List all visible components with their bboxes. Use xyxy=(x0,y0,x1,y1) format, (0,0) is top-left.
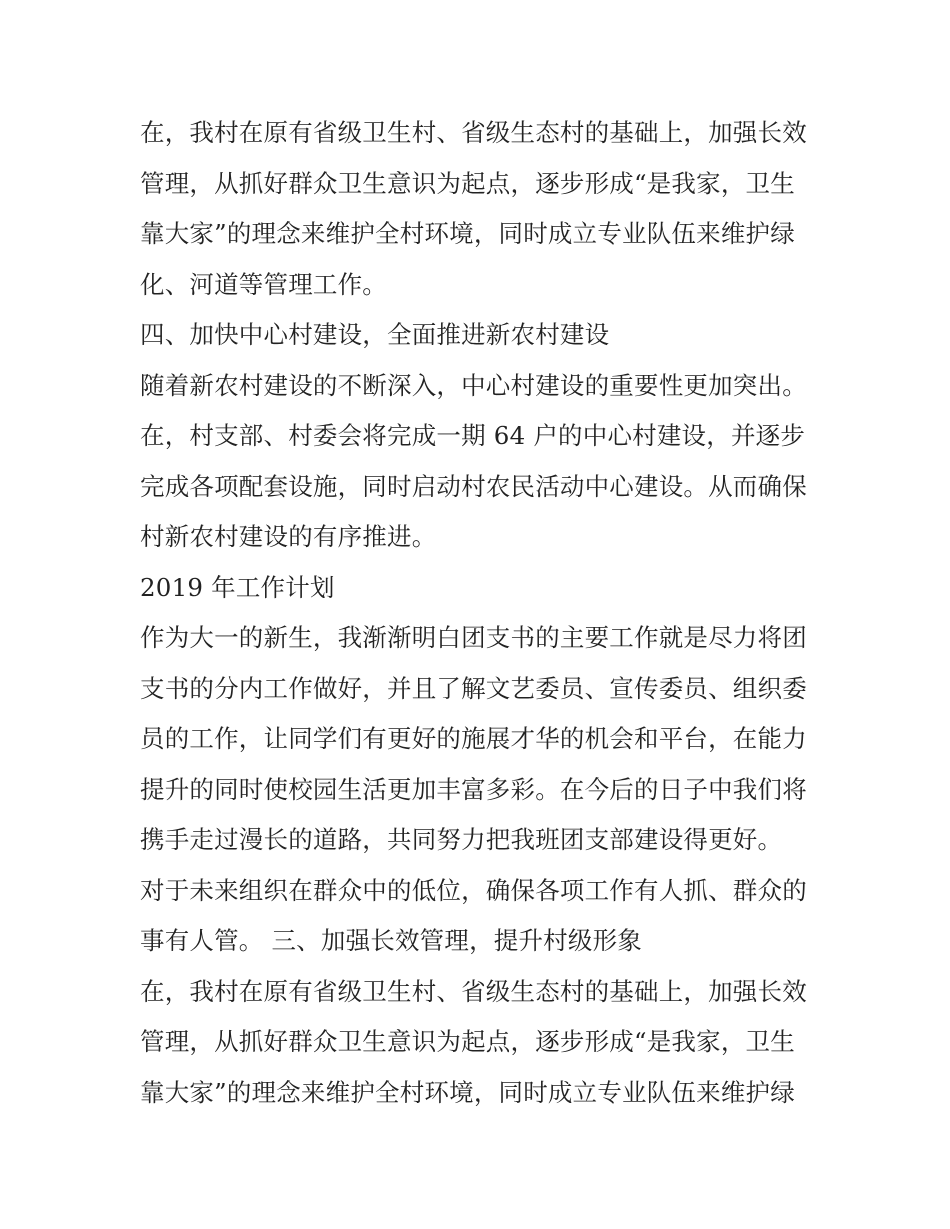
text-line: 在，村支部、村委会将完成一期 64 户的中心村建设，并逐步 xyxy=(140,421,806,450)
text-line: 支书的分内工作做好，并且了解文艺委员、宣传委员、组织委 xyxy=(140,673,807,703)
text-line: 村新农村建设的有序推进。 xyxy=(140,522,437,551)
text-line: 靠大家”的理念来维护全村环境，同时成立专业队伍来维护绿 xyxy=(140,219,795,248)
text-line: 化、河道等管理工作。 xyxy=(140,269,387,299)
text-line: 完成各项配套设施，同时启动村农民活动中心建设。从而确保 xyxy=(140,471,807,501)
text-line: 携手走过漫长的道路，共同努力把我班团支部建设得更好。 xyxy=(140,825,783,854)
text-line: 在，我村在原有省级卫生村、省级生态村的基础上，加强长效 xyxy=(140,118,807,147)
text-line: 靠大家”的理念来维护全村环境，同时成立专业队伍来维护绿 xyxy=(140,1077,795,1107)
text-line: 在，我村在原有省级卫生村、省级生态村的基础上，加强长效 xyxy=(140,976,807,1006)
text-line: 作为大一的新生，我渐渐明白团支书的主要工作就是尽力将团 xyxy=(140,623,807,652)
text-line: 管理，从抓好群众卫生意识为起点，逐步形成“是我家，卫生 xyxy=(140,168,795,198)
document-body xyxy=(140,108,820,1118)
section-heading: 2019 年工作计划 xyxy=(140,572,335,602)
text-line: 事有人管。 三、加强长效管理，提升村级形象 xyxy=(140,926,642,955)
text-line: 管理，从抓好群众卫生意识为起点，逐步形成“是我家，卫生 xyxy=(140,1027,795,1056)
text-line: 对于未来组织在群众中的低位，确保各项工作有人抓、群众的 xyxy=(140,875,807,905)
text-line: 提升的同时使校园生活更加丰富多彩。在今后的日子中我们将 xyxy=(140,774,807,804)
text-line: 员的工作，让同学们有更好的施展才华的机会和平台，在能力 xyxy=(140,724,807,753)
section-heading: 四、加快中心村建设，全面推进新农村建设 xyxy=(140,320,610,349)
text-line: 随着新农村建设的不断深入，中心村建设的重要性更加突出。 xyxy=(140,370,807,400)
